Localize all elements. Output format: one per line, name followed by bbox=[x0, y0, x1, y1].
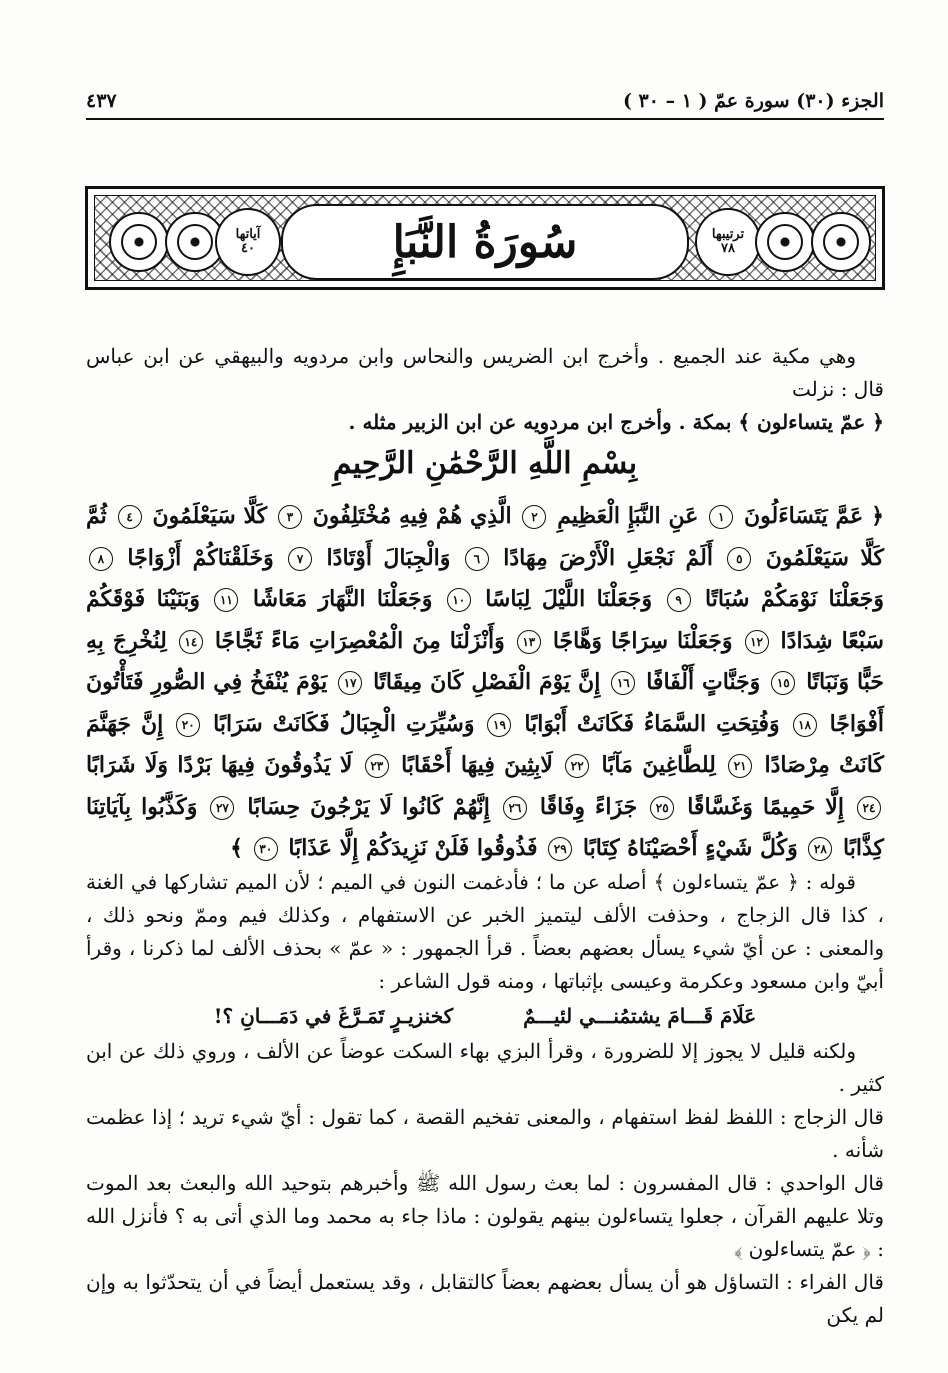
ayah-number-marker: ٦ bbox=[465, 547, 489, 571]
ayat-value: ٤٠ bbox=[241, 241, 255, 256]
ayah-number-marker: ٢٦ bbox=[503, 796, 527, 820]
header-rule bbox=[86, 118, 884, 120]
verse-text: جَزَاءً وِفَاقًا bbox=[529, 793, 638, 820]
verse-text: ﴾ bbox=[230, 835, 244, 861]
ayah-number-marker: ١٧ bbox=[338, 671, 362, 695]
ayah-number-marker: ٢٣ bbox=[365, 754, 389, 778]
verse-text: وَجَعَلْنَا سِرَاجًا وَهَّاجًا bbox=[543, 627, 733, 654]
verse-text: لِلطَّاغِينَ مَآبًا bbox=[592, 752, 716, 778]
ayah-number-marker: ٢٥ bbox=[650, 796, 674, 820]
verse-text: يَوْمَ يُنْفَخُ فِي الصُّورِ فَتَأْتُونَ أَفْوَاجًا bbox=[86, 669, 884, 737]
ayah-number-marker: ١٣ bbox=[517, 630, 541, 654]
verse-text: وَجَنَّاتٍ أَلْفَافًا bbox=[638, 669, 761, 695]
verse-hemistich-2: كخنزيـرٍ تَمَـرَّغَ في دَمَـــانِ ؟! bbox=[213, 1004, 454, 1028]
intro-line-2: ﴿ عمّ يتساءلون ﴾ بمكة . وأخرج ابن مردويه عن ابن الزبير مثله . bbox=[348, 410, 884, 434]
verse-text: إِلَّا حَمِيمًا وَغَسَّاقًا bbox=[677, 793, 844, 820]
chapter-label: الجزء (٣٠) سورة عمّ ( ١ – ٣٠ ) bbox=[622, 90, 884, 112]
ayah-number-marker: ١ bbox=[709, 505, 733, 529]
ayah-number-marker: ٥ bbox=[727, 547, 751, 571]
intro-paragraph bbox=[86, 340, 884, 439]
ayah-number-marker: ٢١ bbox=[728, 754, 752, 778]
verse-text: وَأَنْزَلْنَا مِنَ الْمُعْصِرَاتِ مَاءً ثَجَّاجًا bbox=[205, 627, 505, 654]
ayah-number-marker: ٣٠ bbox=[254, 837, 278, 861]
surah-title: سُورَةُ النَّبَإِ bbox=[392, 216, 578, 268]
verse-text: وَخَلَقْنَاكُمْ أَزْوَاجًا bbox=[116, 544, 274, 571]
commentary-paragraph-1: قوله : ﴿ عمّ يتساءلون ﴾ أصله عن ما ؛ فأدغمت النون في الميم ؛ لأن الميم تشاركها في الغنة ، كذا قال الزجاج ، وحذفت الألف ليتميز الخبر عن الاستفهام ، وكذلك فيم وممّ ونحو ذلك ، والمعنى : عن أيّ شيء يسأل بعضهم بعضاً . قرأ الجمهور : « عمّ » بحذف الألف لما ذكرنا ، وقرأ أبيّ وابن مسعود وعكرمة وعيسى بإثباتها ، ومنه قول الشاعر : bbox=[86, 870, 884, 993]
verse-text: وَجَعَلْنَا نَوْمَكُمْ سُبَاتًا bbox=[693, 586, 884, 612]
verse-text: وَسُيِّرَتِ الْجِبَالُ فَكَانَتْ سَرَابًا bbox=[203, 710, 475, 737]
verse-text: إِنَّهُمْ كَانُوا لَا يَرْجُونَ حِسَابًا bbox=[237, 793, 490, 820]
verse-text: لَا يَذُوقُونَ فِيهَا بَرْدًا وَلَا شَرَابًا bbox=[86, 752, 353, 778]
quran-verses bbox=[86, 496, 884, 870]
ayah-number-marker: ٨ bbox=[89, 547, 113, 571]
ayah-number-marker: ٢٢ bbox=[565, 754, 589, 778]
right-ornament-icon bbox=[755, 212, 815, 272]
ayah-number-marker: ١٠ bbox=[447, 588, 471, 612]
intro-line-1: وهي مكية عند الجميع . وأخرج ابن الضريس والنحاس وابن مردويه والبيهقي عن ابن عباس قال : نزلت bbox=[86, 344, 884, 401]
ayah-number-marker: ٢٤ bbox=[857, 796, 881, 820]
commentary-paragraph-2: ولكنه قليل لا يجوز إلا للضرورة ، وقرأ البزي بهاء السكت عوضاً عن الألف ، وروي ذلك عن ابن كثير . bbox=[86, 1039, 884, 1096]
verse-text: وَجَعَلْنَا النَّهَارَ مَعَاشًا bbox=[241, 586, 433, 612]
verse-text: وَبَنَيْنَا فَوْقَكُمْ سَبْعًا شِدَادًا bbox=[86, 586, 884, 654]
surah-banner bbox=[85, 186, 885, 290]
right-ornament-icon bbox=[811, 212, 871, 272]
commentary-paragraph-5: قال الفراء : التساؤل هو أن يسأل بعضهم بعضاً كالتقابل ، وقد يستعمل أيضاً في أن يتحدّثوا به وإن لم يكن bbox=[86, 1270, 884, 1327]
ayah-number-marker: ١٤ bbox=[179, 630, 203, 654]
order-label: ترتيبها bbox=[711, 226, 745, 242]
ayah-number-marker: ١٢ bbox=[745, 630, 769, 654]
verse-text: لَابِثِينَ فِيهَا أَحْقَابًا bbox=[391, 752, 553, 778]
ayah-number-marker: ٢٠ bbox=[176, 713, 200, 737]
verse-text: أَلَمْ نَجْعَلِ الْأَرْضَ مِهَادًا bbox=[491, 544, 713, 571]
verse-text: عَنِ النَّبَإِ الْعَظِيمِ bbox=[549, 503, 699, 529]
ayah-number-marker: ٢٩ bbox=[548, 837, 572, 861]
ayah-number-marker: ١١ bbox=[214, 588, 238, 612]
ayah-number-marker: ١٦ bbox=[611, 671, 635, 695]
poetry-verse bbox=[86, 1000, 884, 1033]
verse-text: وَالْجِبَالَ أَوْتَادًا bbox=[315, 544, 451, 571]
verse-text: ﴿ عَمَّ يَتَسَاءَلُونَ bbox=[736, 503, 884, 529]
verse-text: وَكُلَّ شَيْءٍ أَحْصَيْنَاهُ كِتَابًا bbox=[575, 835, 798, 861]
ayat-label: آياتها bbox=[235, 226, 261, 242]
ayah-number-marker: ٢٨ bbox=[808, 837, 832, 861]
running-header bbox=[86, 88, 884, 114]
ayah-number-marker: ١٨ bbox=[793, 713, 817, 737]
order-value: ٧٨ bbox=[721, 241, 735, 256]
verse-text: إِنَّ يَوْمَ الْفَصْلِ كَانَ مِيقَاتًا bbox=[365, 669, 601, 695]
ayah-number-marker: ٣ bbox=[278, 505, 302, 529]
ayah-number-marker: ٤ bbox=[118, 505, 142, 529]
order-medallion bbox=[695, 208, 761, 276]
left-ornament-icon bbox=[109, 212, 169, 272]
banner-lattice bbox=[94, 195, 876, 281]
ayah-number-marker: ١٥ bbox=[771, 671, 795, 695]
verse-text: وَكَذَّبُوا بِآيَاتِنَا كِذَّابًا bbox=[86, 793, 884, 861]
verse-hemistich-1: عَلَامَ قَـــامَ يشتمُنـــي لئيـــمٌ bbox=[523, 1004, 757, 1028]
ayah-number-marker: ٢ bbox=[522, 505, 546, 529]
ayah-number-marker: ٩ bbox=[667, 588, 691, 612]
page-number: ٤٣٧ bbox=[86, 90, 117, 112]
commentary-paragraph-3: قال الزجاج : اللفظ لفظ استفهام ، والمعنى تفخيم القصة ، كما تقول : أيّ شيء تريد ؛ إذا عظمت شأنه . bbox=[86, 1105, 884, 1162]
verse-text: كَلَّا سَيَعْلَمُونَ bbox=[144, 503, 268, 529]
verse-text: ثُمَّ كَلَّا سَيَعْلَمُونَ bbox=[86, 503, 884, 571]
verse-text: إِنَّ جَهَنَّمَ كَانَتْ مِرْصَادًا bbox=[86, 710, 884, 778]
ayat-count-medallion bbox=[215, 208, 281, 276]
verse-text: وَفُتِحَتِ السَّمَاءُ فَكَانَتْ أَبْوَابًا bbox=[514, 710, 780, 737]
commentary bbox=[86, 866, 884, 1332]
ayah-number-marker: ٧ bbox=[288, 547, 312, 571]
ayah-number-marker: ١٩ bbox=[487, 713, 511, 737]
verse-text: الَّذِي هُمْ فِيهِ مُخْتَلِفُونَ bbox=[304, 503, 512, 529]
basmala: بِسْمِ اللَّهِ الرَّحْمَٰنِ الرَّحِيمِ bbox=[332, 446, 638, 481]
ayah-number-marker: ٢٧ bbox=[210, 796, 234, 820]
commentary-paragraph-4: قال الواحدي : قال المفسرون : لما بعث رسول الله ﷺ وأخبرهم بتوحيد الله والبعث بعد الموت وتلا عليهم القرآن ، جعلوا يتساءلون بينهم يقولون : ماذا جاء به محمد وما الذي أتى به ؟ فأنزل الله : ﴿ عمّ يتساءلون ﴾ bbox=[86, 1171, 884, 1261]
verse-text: فَذُوقُوا فَلَنْ نَزِيدَكُمْ إِلَّا عَذَابًا bbox=[280, 835, 538, 861]
title-cartouche bbox=[281, 204, 689, 280]
verse-text: وَجَعَلْنَا اللَّيْلَ لِبَاسًا bbox=[473, 586, 653, 612]
verse-text: لِنُخْرِجَ بِهِ حَبًّا وَنَبَاتًا bbox=[86, 627, 884, 695]
